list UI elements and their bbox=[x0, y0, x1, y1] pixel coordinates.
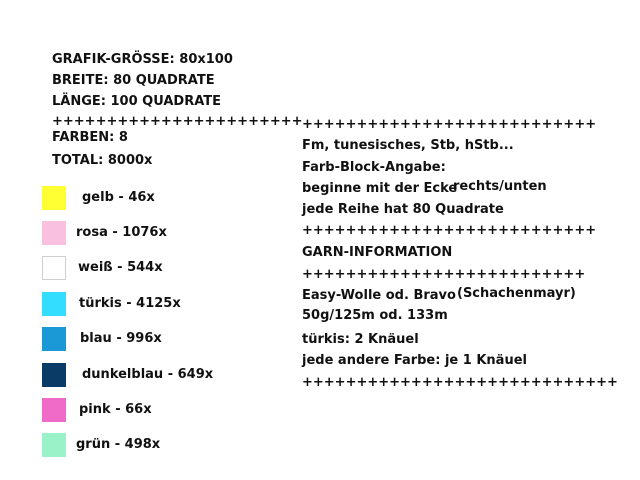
color-swatch bbox=[42, 398, 66, 422]
yarn-type: Easy-Wolle od. Bravo bbox=[302, 288, 456, 303]
yarn-weight: 50g/125m od. 133m bbox=[302, 308, 448, 323]
width-info: BREITE: 80 QUADRATE bbox=[52, 73, 215, 88]
separator-right-1: +++++++++++++++++++++++++++ bbox=[302, 117, 597, 132]
color-label: gelb - 46x bbox=[82, 190, 155, 205]
color-label: weiß - 544x bbox=[78, 260, 163, 275]
row-instruction: jede Reihe hat 80 Quadrate bbox=[302, 202, 504, 217]
color-swatch bbox=[42, 256, 66, 280]
color-swatch bbox=[42, 292, 66, 316]
color-label: grün - 498x bbox=[76, 437, 161, 452]
color-swatch bbox=[42, 433, 66, 457]
separator-right-2: +++++++++++++++++++++++++++ bbox=[302, 223, 597, 238]
other-skeins: jede andere Farbe: je 1 Knäuel bbox=[302, 353, 527, 368]
color-swatch bbox=[42, 186, 66, 210]
color-label: rosa - 1076x bbox=[76, 225, 167, 240]
yarn-info-title: GARN-INFORMATION bbox=[302, 245, 453, 260]
turquoise-skeins: türkis: 2 Knäuel bbox=[302, 332, 419, 347]
length-info: LÄNGE: 100 QUADRATE bbox=[52, 94, 222, 109]
color-swatch bbox=[42, 221, 66, 245]
color-label: dunkelblau - 649x bbox=[82, 367, 214, 382]
start-instruction: beginne mit der Ecke bbox=[302, 181, 458, 196]
separator-right-3: ++++++++++++++++++++++++++ bbox=[302, 267, 586, 282]
color-swatch bbox=[42, 363, 66, 387]
stitch-types: Fm, tunesisches, Stb, hStb... bbox=[302, 138, 514, 153]
block-heading: Farb-Block-Angabe: bbox=[302, 160, 446, 175]
color-label: blau - 996x bbox=[80, 331, 162, 346]
separator-right-4: +++++++++++++++++++++++++++++ bbox=[302, 375, 618, 390]
yarn-brand: (Schachenmayr) bbox=[457, 286, 576, 301]
color-label: pink - 66x bbox=[79, 402, 152, 417]
corner-instruction: rechts/unten bbox=[453, 179, 547, 194]
separator-left: +++++++++++++++++++++++ bbox=[52, 114, 303, 129]
color-count: FARBEN: 8 bbox=[52, 130, 128, 145]
color-label: türkis - 4125x bbox=[79, 296, 181, 311]
graphic-size: GRAFIK-GRÖSSE: 80x100 bbox=[52, 52, 233, 67]
total-count: TOTAL: 8000x bbox=[52, 153, 153, 168]
color-swatch bbox=[42, 327, 66, 351]
